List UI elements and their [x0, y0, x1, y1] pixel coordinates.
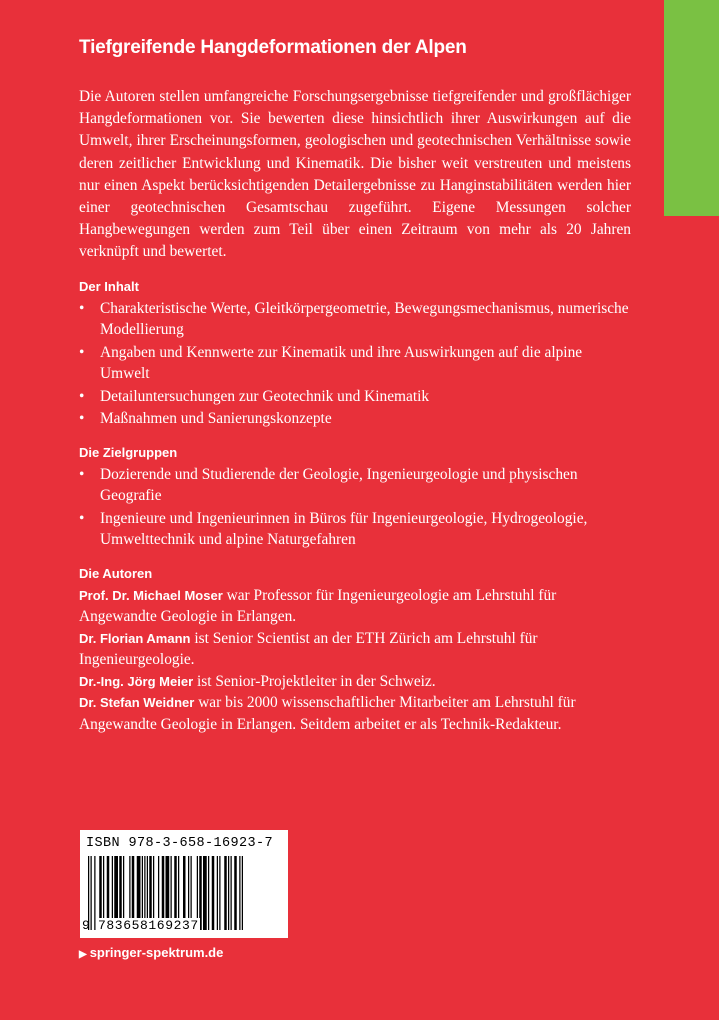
bullet-icon: • [79, 299, 85, 317]
bullet-icon: • [79, 343, 85, 361]
barcode-bar [231, 856, 232, 930]
back-cover-content [79, 36, 631, 735]
isbn-barcode [80, 830, 288, 938]
barcode-bar [234, 856, 237, 930]
barcode-bar [228, 856, 229, 930]
author-description: war bis 2000 wissenschaftlicher Mitarbeiter am Lehrstuhl für Angewandte Geologie in Erlangen. Seitdem arbeitet er als Technik-Redakteur. [79, 694, 576, 733]
barcode-bar [208, 856, 209, 930]
barcode-bar [217, 856, 218, 930]
ean-digits: 783658169237 [98, 918, 199, 933]
author-name: Prof. Dr. Michael Moser [79, 587, 223, 603]
list-item [79, 298, 631, 341]
barcode-bar [91, 856, 92, 930]
barcode-bar [203, 856, 207, 930]
publisher-link[interactable] [79, 945, 223, 960]
bullet-icon: • [79, 410, 85, 428]
author-entry [79, 628, 631, 671]
list-item [79, 508, 631, 551]
section-heading-autoren: Die Autoren [79, 565, 153, 581]
author-name: Dr. Florian Amann [79, 630, 191, 646]
author-name: Dr. Stefan Weidner [79, 695, 195, 711]
barcode-bar [224, 856, 227, 930]
list-item-text: Dozierende und Studierende der Geologie, Ingenieurgeologie und physischen Geografie [100, 465, 578, 505]
bullet-icon: • [79, 465, 85, 483]
barcode-bar [94, 856, 95, 930]
ean-first-digit: 9 [82, 918, 90, 933]
barcode-bar [239, 856, 240, 930]
barcode-bar [212, 856, 215, 930]
barcode-bar [219, 856, 220, 930]
author-entry [79, 671, 631, 693]
list-item [79, 464, 631, 507]
author-description: war Professor für Ingenieurgeologie am Lehrstuhl für Angewandte Geologie in Erlangen. [79, 586, 557, 626]
author-entry [79, 692, 631, 735]
author-entry [79, 585, 631, 628]
barcode-bar [242, 856, 243, 930]
bullet-icon: • [79, 509, 85, 527]
section-heading-zielgruppen: Die Zielgruppen [79, 444, 178, 460]
bullet-icon: • [79, 387, 85, 405]
intro-paragraph: Die Autoren stellen umfangreiche Forschungsergebnisse tiefgreifender und großflächiger Hangdeformationen vor. Sie bewerten diese hinsichtlich ihrer Auswirkungen auf die Umwelt, ihrer Erscheinungsformen, geologischen und geotechnischen Verhältnisse sowie deren zeitlicher Entwicklung und Kinematik. Die bisher weit verstreuten und meistens nur einen Aspekt berücksichtigenden Detailergebnisse zu Hanginstabilitäten werden hier einer geotechnischen Gesamtschau zugeführt. Eigene Messungen solcher Hangbewegungen werden zum Teil über einen Zeitraum von mehr als 20 Jahren verknüpft und bewertet. [79, 88, 631, 261]
zielgruppen-list [79, 464, 631, 551]
author-name: Dr.-Ing. Jörg Meier [79, 673, 194, 689]
list-item-text: Angaben und Kennwerte zur Kinematik und ihre Auswirkungen auf die alpine Umwelt [100, 343, 583, 383]
green-accent-tab [664, 0, 719, 216]
publisher-link-text: springer-spektrum.de [89, 945, 224, 960]
list-item-text: Charakteristische Werte, Gleitkörpergeometrie, Bewegungsmechanismus, numerische Modellierung [100, 299, 629, 339]
inhalt-list [79, 298, 631, 430]
authors-list [79, 585, 631, 736]
author-description: ist Senior Scientist an der ETH Zürich am Lehrstuhl für Ingenieurgeologie. [79, 629, 538, 669]
list-item-text: Detailuntersuchungen zur Geotechnik und Kinematik [100, 387, 430, 405]
list-item-text: Maßnahmen und Sanierungskonzepte [100, 410, 332, 428]
author-description: ist Senior-Projektleiter in der Schweiz. [193, 672, 436, 690]
list-item [79, 342, 631, 385]
list-item-text: Ingenieure und Ingenieurinnen in Büros für Ingenieurgeologie, Hydrogeologie, Umwelttechnik und alpine Naturgefahren [100, 509, 588, 549]
list-item [79, 408, 631, 430]
list-item [79, 386, 631, 408]
section-heading-inhalt: Der Inhalt [79, 278, 139, 294]
book-title: Tiefgreifende Hangdeformationen der Alpen [79, 37, 467, 58]
arrow-right-icon: ▶ [79, 949, 87, 960]
isbn-number: ISBN 978-3-658-16923-7 [86, 836, 274, 851]
